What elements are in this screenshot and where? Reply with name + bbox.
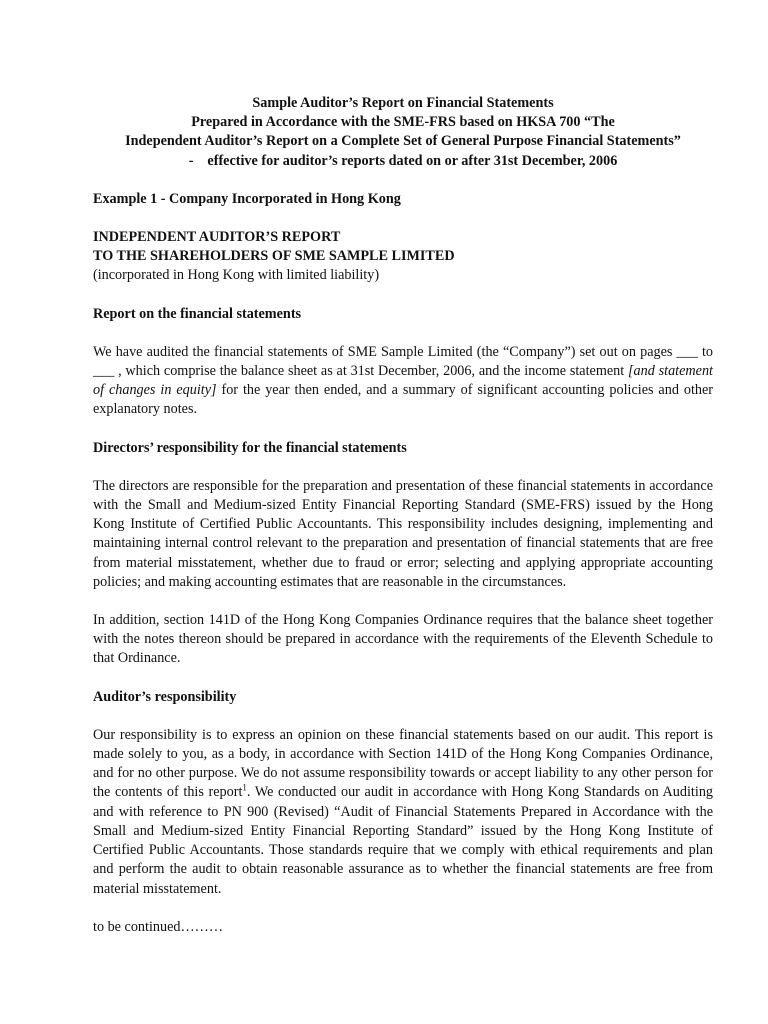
paragraph-auditor-part-1: Our responsibility is to express an opinion on these financial statements based on our audit. This report is made solely to you, as a body, in accordance with Section 141D of the Hong Kong Companies Ordinance, and for no other purpose. We do not assume responsibility towards or accept liability to any other person for the contents of this report <box>93 726 713 801</box>
paragraph-report-fs-part-1: We have audited the financial statements of SME Sample Limited (the “Company”) set out on pages ___ to ___ , which comprise the balance sheet as at 31st December, 2006, and the income statement <box>93 343 713 380</box>
title-line-3: Independent Auditor’s Report on a Complete Set of General Purpose Financial Statements” <box>125 133 681 150</box>
paragraph-auditor-part-2: . We conducted our audit in accordance with Hong Kong Standards on Auditing and with reference to PN 900 (Revised) “Audit of Financial Statements Prepared in Accordance with the Small and Medium-sized Entity Financial Reporting Standard” issued by the Hong Kong Institute of Certified Public Accountants. Those standards require that we comply with ethical requirements and plan and perform the audit to obtain reasonable assurance as to whether the financial statements are free from material misstatement. <box>93 784 714 897</box>
example-heading: Example 1 - Company Incorporated in Hong Kong <box>93 190 401 207</box>
document-page <box>93 94 713 937</box>
title-line-4 <box>93 152 713 171</box>
section-heading-directors: Directors’ responsibility for the financial statements <box>93 439 407 456</box>
title-dash: - <box>188 152 194 169</box>
report-heading-line-2: TO THE SHAREHOLDERS OF SME SAMPLE LIMITED <box>93 248 455 265</box>
report-heading <box>93 228 713 286</box>
footnote-reference: 1 <box>242 782 247 793</box>
document-title <box>93 94 713 171</box>
title-line-2: Prepared in Accordance with the SME-FRS based on HKSA 700 “The <box>191 114 615 131</box>
paragraph-report-fs-italic: [and statement of changes in equity] <box>93 363 713 399</box>
paragraph-report-fs <box>93 343 713 420</box>
report-heading-subline: (incorporated in Hong Kong with limited liability) <box>93 267 380 284</box>
paragraph-directors-2: In addition, section 141D of the Hong Kong Companies Ordinance requires that the balance sheet together with the notes thereon should be prepared in accordance with the requirements of the Eleventh Schedule to that Ordinance. <box>93 612 713 667</box>
paragraph-report-fs-part-2: for the year then ended, and a summary of significant accounting policies and other explanatory notes. <box>93 382 714 418</box>
section-heading-auditor: Auditor’s responsibility <box>93 688 237 705</box>
paragraph-directors-1: The directors are responsible for the preparation and presentation of these financial statements in accordance with the Small and Medium-sized Entity Financial Reporting Standard (SME-FRS) issued by the Hong Kong Institute of Certified Public Accountants. This responsibility includes designing, implementing and maintaining internal control relevant to the preparation and presentation of financial statements that are free from material misstatement, whether due to fraud or error; selecting and applying appropriate accounting policies; and making accounting estimates that are reasonable in the circumstances. <box>93 477 713 590</box>
title-line-4-text: effective for auditor’s reports dated on or after 31st December, 2006 <box>207 152 618 169</box>
title-line-1: Sample Auditor’s Report on Financial Statements <box>252 95 554 111</box>
section-heading-report-fs: Report on the financial statements <box>93 305 302 322</box>
paragraph-auditor <box>93 726 713 899</box>
continued-note: to be continued……… <box>93 918 224 935</box>
report-heading-line-1: INDEPENDENT AUDITOR’S REPORT <box>93 229 341 246</box>
